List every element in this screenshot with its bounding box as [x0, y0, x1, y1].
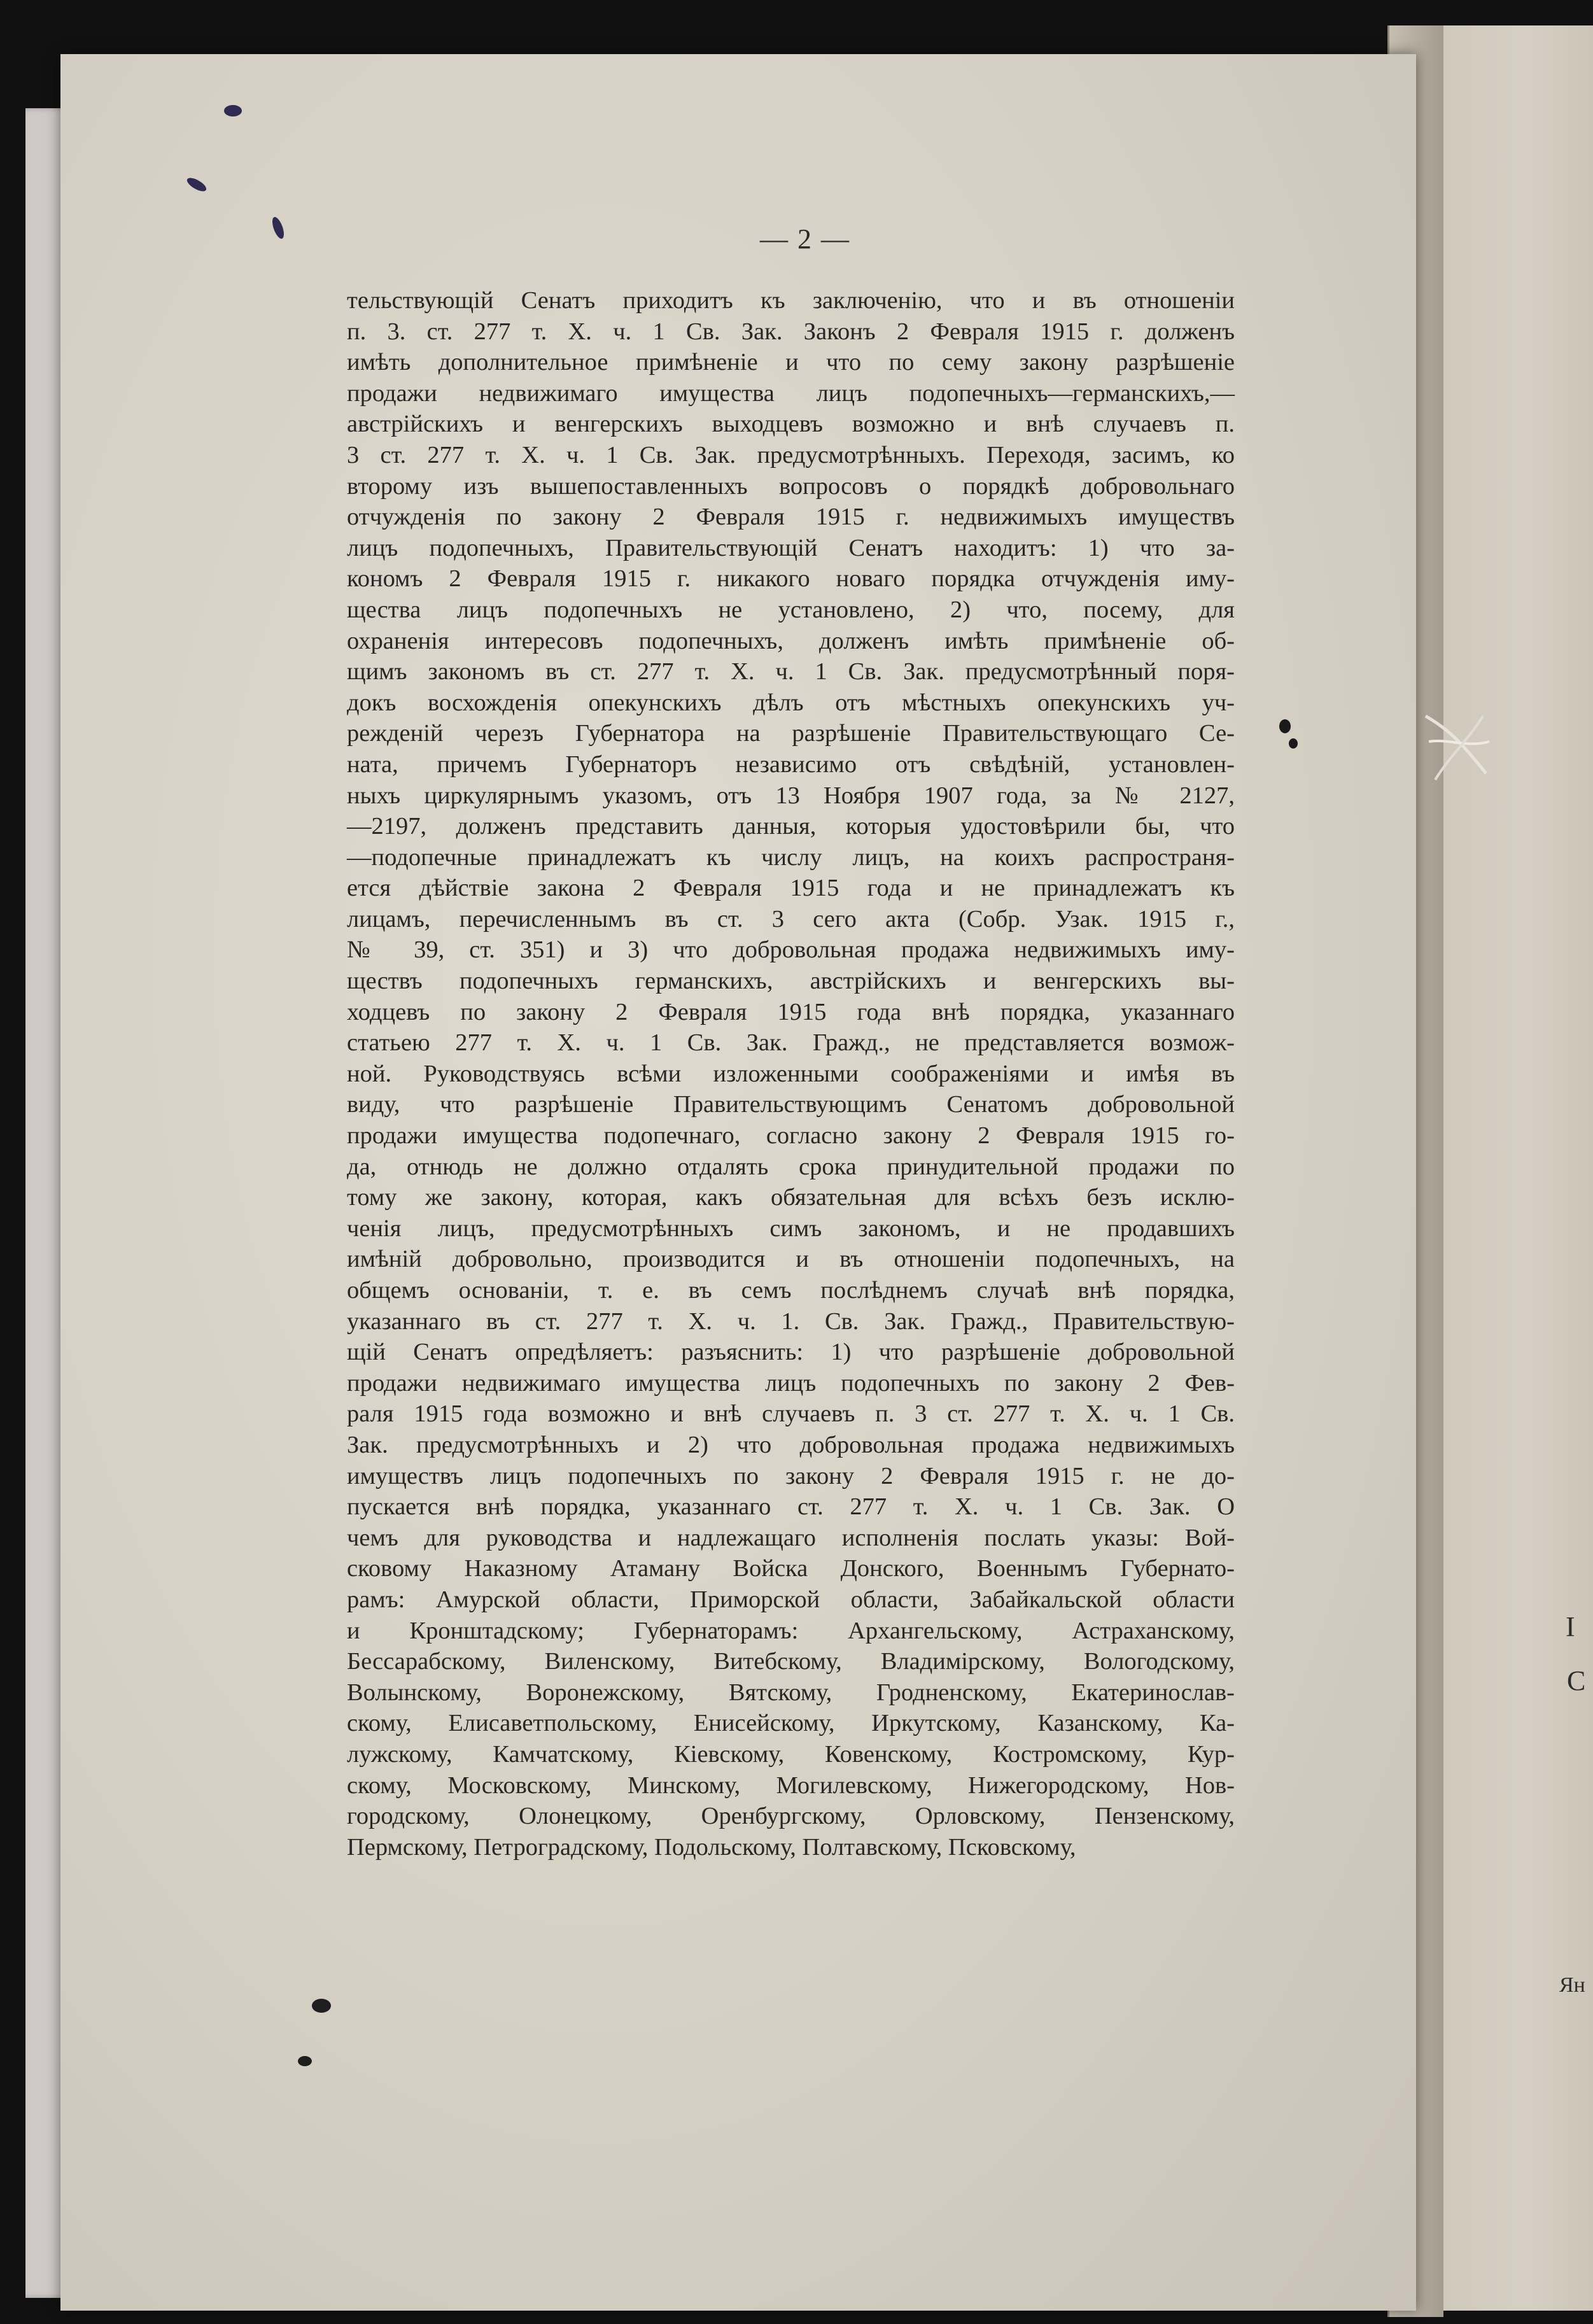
facing-page: [1432, 25, 1593, 2311]
text-line: скому, Елисаветпольскому, Енисейскому, Иркутскому, Казанскому, Ка-: [347, 1710, 1235, 1737]
text-line: виду, что разрѣшеніе Правительствующимъ Сенатомъ добровольной: [347, 1091, 1235, 1118]
text-line: скому, Московскому, Минскому, Могилевскому, Нижегородскому, Нов-: [347, 1771, 1235, 1799]
text-line: ществъ подопечныхъ германскихъ, австрійскихъ и венгерскихъ вы-: [347, 968, 1235, 995]
text-line: охраненія интересовъ подопечныхъ, долженъ имѣть примѣненіе об-: [347, 627, 1235, 654]
text-line: лицъ подопечныхъ, Правительствующій Сенатъ находитъ: 1) что за-: [347, 534, 1235, 561]
text-line: раля 1915 года возможно и внѣ случаевъ п. 3 ст. 277 т. Х. ч. 1 Св.: [347, 1400, 1235, 1428]
text-line: Пермскому, Петроградскому, Подольскому, Полтавскому, Псковскому,: [347, 1833, 1076, 1861]
text-line: № 39, ст. 351) и 3) что добровольная продажа недвижимыхъ иму-: [347, 936, 1235, 964]
body-text: [347, 285, 1235, 1863]
facing-page-fragment: I: [1566, 1611, 1575, 1642]
ink-stain: [1279, 719, 1291, 733]
text-line: тельствующій Сенатъ приходитъ къ заключенію, что и въ отношеніи: [347, 287, 1235, 314]
text-line: щества лицъ подопечныхъ не установлено, 2) что, посему, для: [347, 596, 1235, 623]
text-line: продажи недвижимаго имущества лицъ подопечныхъ—германскихъ,—: [347, 379, 1235, 407]
text-line: ната, причемъ Губернаторъ независимо отъ свѣдѣній, установлен-: [347, 750, 1235, 778]
text-line: щимъ закономъ въ ст. 277 т. Х. ч. 1 Св. Зак. предусмотрѣнный поря-: [347, 658, 1235, 686]
text-line: кономъ 2 Февраля 1915 г. никакого новаго порядка отчужденія иму-: [347, 565, 1235, 593]
facing-page-fragment: С: [1567, 1665, 1586, 1696]
text-line: имѣть дополнительное примѣненіе и что по сему закону разрѣшеніе: [347, 349, 1235, 376]
text-line: щій Сенатъ опредѣляетъ: разъяснить: 1) что разрѣшеніе добровольной: [347, 1339, 1235, 1366]
text-line: тому же закону, которая, какъ обязательная для всѣхъ безъ исклю-: [347, 1184, 1235, 1211]
text-line: ходцевъ по закону 2 Февраля 1915 года внѣ порядка, указаннаго: [347, 998, 1235, 1025]
text-line: отчужденія по закону 2 Февраля 1915 г. недвижимыхъ имуществъ: [347, 504, 1235, 531]
binding-thread: [1422, 703, 1492, 792]
text-line: лужскому, Камчатскому, Кіевскому, Ковенскому, Костромскому, Кур-: [347, 1740, 1235, 1768]
text-line: имѣній добровольно, производится и въ отношеніи подопечныхъ, на: [347, 1246, 1235, 1273]
text-line: ется дѣйствіе закона 2 Февраля 1915 года и не принадлежатъ къ: [347, 875, 1235, 902]
text-line: статьею 277 т. Х. ч. 1 Св. Зак. Гражд., не представляется возмож-: [347, 1029, 1235, 1057]
text-line: Бессарабскому, Виленскому, Витебскому, Владимірскому, Вологодскому,: [347, 1648, 1235, 1675]
text-line: ченія лицъ, предусмотрѣнныхъ симъ закономъ, и не продавшихъ: [347, 1215, 1235, 1242]
text-line: общемъ основаніи, т. е. въ семъ послѣднемъ случаѣ внѣ порядка,: [347, 1277, 1235, 1304]
ink-stain: [224, 105, 242, 116]
text-line: чемъ для руководства и надлежащаго исполненія послать указы: Вой-: [347, 1524, 1235, 1551]
text-line: продажи недвижимаго имущества лицъ подопечныхъ по закону 2 Фев-: [347, 1369, 1235, 1397]
text-line: второму изъ вышепоставленныхъ вопросовъ о порядкѣ добровольнаго: [347, 472, 1235, 500]
ink-stain: [312, 1999, 331, 2013]
text-line: лицамъ, перечисленнымъ въ ст. 3 сего акта (Собр. Узак. 1915 г.,: [347, 905, 1235, 933]
text-line: австрійскихъ и венгерскихъ выходцевъ возможно и внѣ случаевъ п.: [347, 411, 1235, 438]
text-line: режденій черезъ Губернатора на разрѣшеніе Правительствующаго Се-: [347, 720, 1235, 747]
text-line: —подопечные принадлежатъ къ числу лицъ, на коихъ распространя-: [347, 843, 1235, 871]
ink-stain: [298, 2056, 312, 2066]
facing-page-fragment: Ян: [1559, 1973, 1585, 1997]
text-line: городскому, Олонецкому, Оренбургскому, Орловскому, Пензенскому,: [347, 1803, 1235, 1830]
text-line: сковому Наказному Атаману Войска Донского, Военнымъ Губернато-: [347, 1555, 1235, 1582]
text-line: Зак. предусмотрѣнныхъ и 2) что добровольная продажа недвижимыхъ: [347, 1431, 1235, 1458]
text-line: ныхъ циркулярнымъ указомъ, отъ 13 Ноября 1907 года, за № 2127,: [347, 782, 1235, 809]
text-line: 3 ст. 277 т. Х. ч. 1 Св. Зак. предусмотрѣнныхъ. Переходя, засимъ, ко: [347, 441, 1235, 468]
text-line: ной. Руководствуясь всѣми изложенными соображеніями и имѣя въ: [347, 1060, 1235, 1087]
text-line: и Кронштадскому; Губернаторамъ: Архангельскому, Астраханскому,: [347, 1617, 1235, 1644]
text-line: п. 3. ст. 277 т. Х. ч. 1 Св. Зак. Законъ 2 Февраля 1915 г. долженъ: [347, 318, 1235, 345]
text-line: имуществъ лицъ подопечныхъ по закону 2 Февраля 1915 г. не до-: [347, 1462, 1235, 1489]
text-line: да, отнюдь не должно отдалять срока принудительной продажи по: [347, 1153, 1235, 1180]
text-line: пускается внѣ порядка, указаннаго ст. 277 т. Х. ч. 1 Св. Зак. О: [347, 1493, 1235, 1521]
text-line: Волынскому, Воронежскому, Вятскому, Гродненскому, Екатеринослав-: [347, 1679, 1235, 1706]
text-line: докъ восхожденія опекунскихъ дѣлъ отъ мѣстныхъ опекунскихъ уч-: [347, 689, 1235, 716]
text-line: указаннаго въ ст. 277 т. Х. ч. 1. Св. Зак. Гражд., Правительствую-: [347, 1307, 1235, 1335]
text-line: —2197, долженъ представить данныя, которыя удостовѣрили бы, что: [347, 813, 1235, 840]
ink-stain: [1289, 738, 1298, 749]
text-line: рамъ: Амурской области, Приморской области, Забайкальской области: [347, 1586, 1235, 1613]
page-number: — 2 —: [760, 223, 850, 255]
text-line: продажи имущества подопечнаго, согласно закону 2 Февраля 1915 го-: [347, 1122, 1235, 1150]
